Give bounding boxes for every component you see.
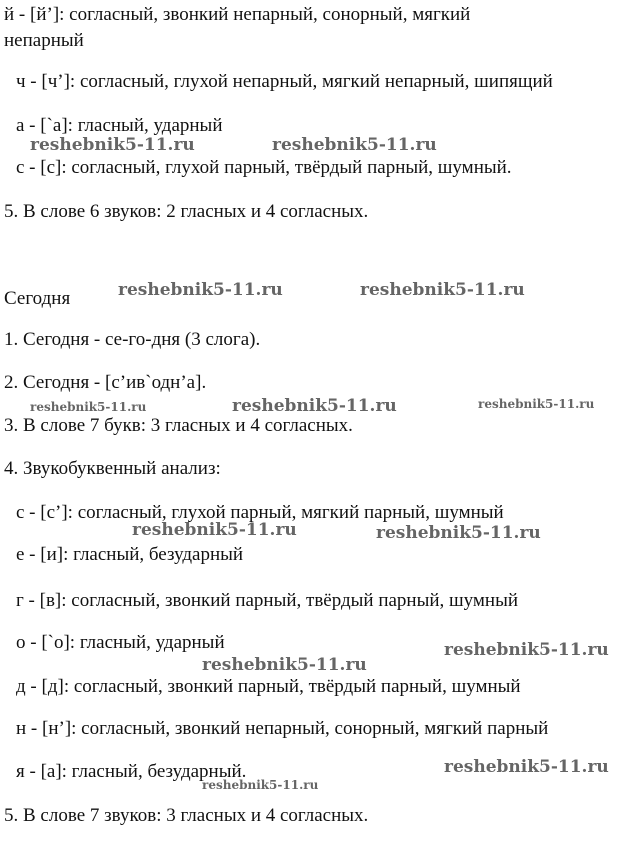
section-title: Сегодня: [4, 288, 71, 309]
watermark: reshebnik5-11.ru: [30, 135, 195, 155]
text-line: 1. Сегодня - се-го-дня (3 слога).: [4, 329, 261, 350]
watermark: reshebnik5-11.ru: [202, 655, 367, 675]
watermark: reshebnik5-11.ru: [444, 757, 609, 777]
text-line: с - [с’]: согласный, глухой парный, мягкий парный, шумный: [16, 502, 504, 523]
text-line: 5. В слове 7 звуков: 3 гласных и 4 согласных.: [4, 805, 369, 826]
watermark: reshebnik5-11.ru: [202, 778, 319, 792]
text-line: 5. В слове 6 звуков: 2 гласных и 4 согласных.: [4, 201, 369, 222]
watermark: reshebnik5-11.ru: [478, 397, 595, 411]
text-line: с - [с]: согласный, глухой парный, твёрдый парный, шумный.: [16, 157, 512, 178]
text-line: о - [`о]: гласный, ударный: [16, 632, 225, 653]
text-line: а - [`а]: гласный, ударный: [16, 115, 223, 136]
text-line: н - [н’]: согласный, звонкий непарный, сонорный, мягкий парный: [16, 718, 549, 739]
text-line: д - [д]: согласный, звонкий парный, твёрдый парный, шумный: [16, 676, 521, 697]
watermark: reshebnik5-11.ru: [376, 523, 541, 543]
text-line: 2. Сегодня - [с’ив`одн’а].: [4, 372, 207, 393]
watermark: reshebnik5-11.ru: [360, 280, 525, 300]
text-line: я - [а]: гласный, безударный.: [16, 761, 247, 782]
watermark: reshebnik5-11.ru: [30, 400, 147, 414]
text-line: 4. Звукобуквенный анализ:: [4, 458, 221, 479]
watermark: reshebnik5-11.ru: [132, 520, 297, 540]
text-line: 3. В слове 7 букв: 3 гласных и 4 согласных.: [4, 415, 353, 436]
watermark: reshebnik5-11.ru: [444, 640, 609, 660]
text-line: ч - [ч’]: согласный, глухой непарный, мягкий непарный, шипящий: [16, 71, 553, 92]
text-line: г - [в]: согласный, звонкий парный, твёрдый парный, шумный: [16, 590, 519, 611]
text-line: й - [й’]: согласный, звонкий непарный, сонорный, мягкий: [4, 4, 471, 25]
watermark: reshebnik5-11.ru: [118, 280, 283, 300]
watermark: reshebnik5-11.ru: [272, 135, 437, 155]
text-line: непарный: [4, 30, 84, 51]
text-line: е - [и]: гласный, безударный: [16, 544, 244, 565]
watermark: reshebnik5-11.ru: [232, 396, 397, 416]
